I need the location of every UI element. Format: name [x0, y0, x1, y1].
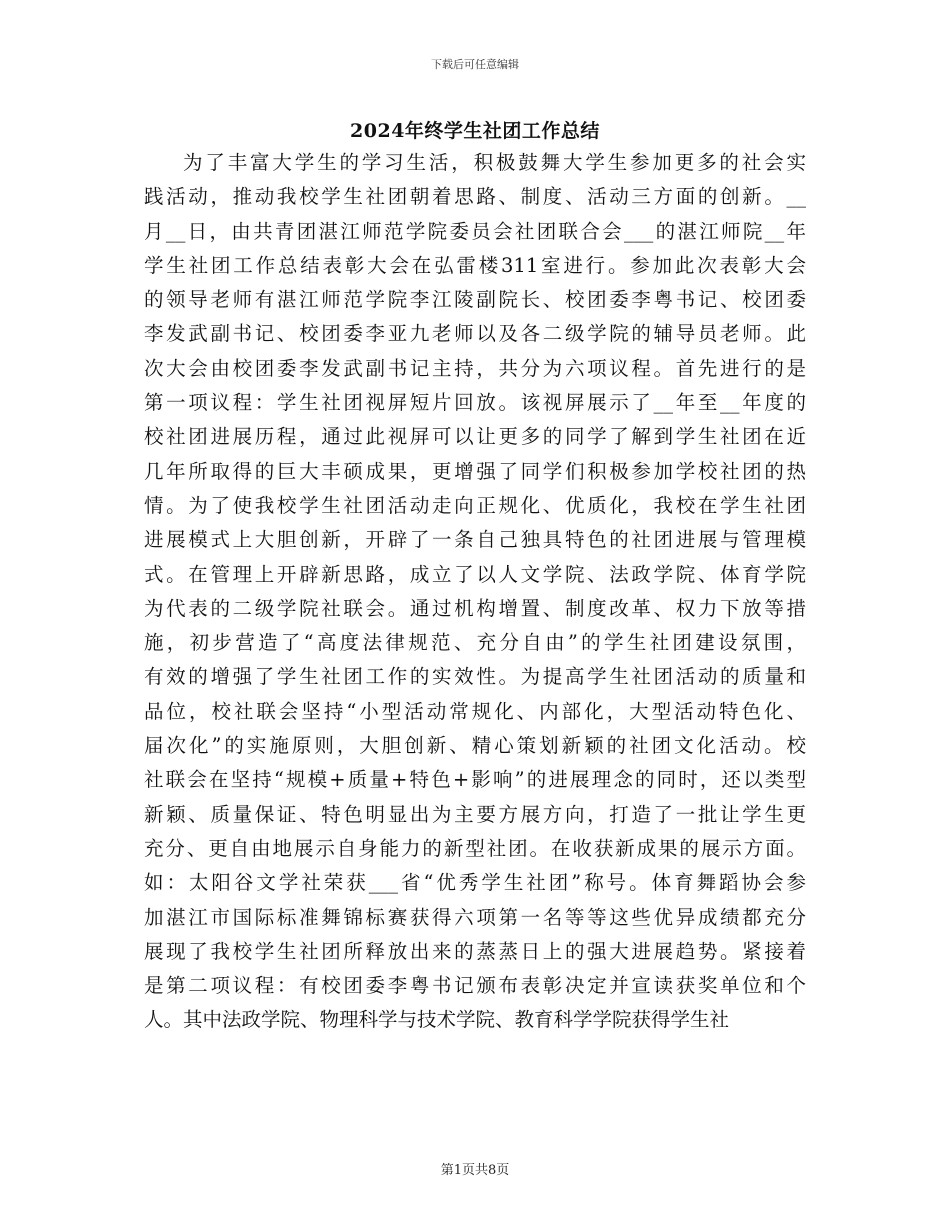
header-note: 下载后可任意编辑: [431, 58, 519, 71]
text-line: 月__日，由共青团湛江师范学院委员会社团联合会___的湛江师院__年: [144, 219, 806, 243]
text-line: 施，初步营造了“高度法律规范、充分自由”的学生社团建设氛围，: [144, 631, 806, 655]
text-line: 届次化”的实施原则，大胆创新、精心策划新颖的社团文化活动。校: [144, 734, 806, 758]
text-line: 的领导老师有湛江师范学院李江陵副院长、校团委李粤书记、校团委: [144, 288, 806, 312]
text-line: 是第二项议程：有校团委李粤书记颁布表彰决定并宣读获奖单位和个: [144, 974, 806, 998]
text-line: 展现了我校学生社团所释放出来的蒸蒸日上的强大进展趋势。紧接着: [144, 939, 806, 963]
text-line: 式。在管理上开辟新思路，成立了以人文学院、法政学院、体育学院: [144, 562, 806, 586]
text-line: 学生社团工作总结表彰大会在弘雷楼311室进行。参加此次表彰大会: [144, 253, 806, 277]
text-line: 新颖、质量保证、特色明显出为主要方展方向，打造了一批让学生更: [144, 802, 806, 826]
text-line: 李发武副书记、校团委李亚九老师以及各二级学院的辅导员老师。此: [144, 322, 806, 346]
text-line: 第一项议程：学生社团视屏短片回放。该视屏展示了__年至__年度的: [144, 391, 806, 415]
text-line: 为了丰富大学生的学习生活，积极鼓舞大学生参加更多的社会实: [183, 151, 806, 174]
text-line: 进展模式上大胆创新，开辟了一条自己独具特色的社团进展与管理模: [144, 528, 806, 552]
text-line: 情。为了使我校学生社团活动走向正规化、优质化，我校在学生社团: [144, 493, 806, 517]
text-line: 校社团进展历程，通过此视屏可以让更多的同学了解到学生社团在近: [144, 425, 806, 449]
text-line: 充分、更自由地展示自身能力的新型社团。在收获新成果的展示方面。: [144, 836, 806, 860]
document-title: 2024年终学生社团工作总结: [350, 120, 600, 142]
text-line: 次大会由校团委李发武副书记主持，共分为六项议程。首先进行的是: [144, 356, 806, 380]
text-line: 品位，校社联会坚持“小型活动常规化、内部化，大型活动特色化、: [144, 699, 806, 723]
text-line: 为代表的二级学院社联会。通过机构增置、制度改革、权力下放等措: [144, 596, 806, 620]
text-line: 有效的增强了学生社团工作的实效性。为提高学生社团活动的质量和: [144, 665, 806, 689]
text-line: 践活动，推动我校学生社团朝着思路、制度、活动三方面的创新。__: [144, 185, 806, 209]
text-line: 社联会在坚持“规模+质量+特色+影响”的进展理念的同时，还以类型: [144, 768, 806, 792]
page-footer: 第1页共8页: [440, 1163, 510, 1178]
text-line: 人。其中法政学院、物理科学与技术学院、教育科学学院获得学生社: [144, 1008, 730, 1032]
body-text: [144, 146, 806, 1038]
text-line: 几年所取得的巨大丰硕成果，更增强了同学们积极参加学校社团的热: [144, 459, 806, 483]
text-line: 如：太阳谷文学社荣获___省“优秀学生社团”称号。体育舞蹈协会参: [144, 871, 806, 895]
text-line: 加湛江市国际标准舞锦标赛获得六项第一名等等这些优异成绩都充分: [144, 905, 806, 929]
